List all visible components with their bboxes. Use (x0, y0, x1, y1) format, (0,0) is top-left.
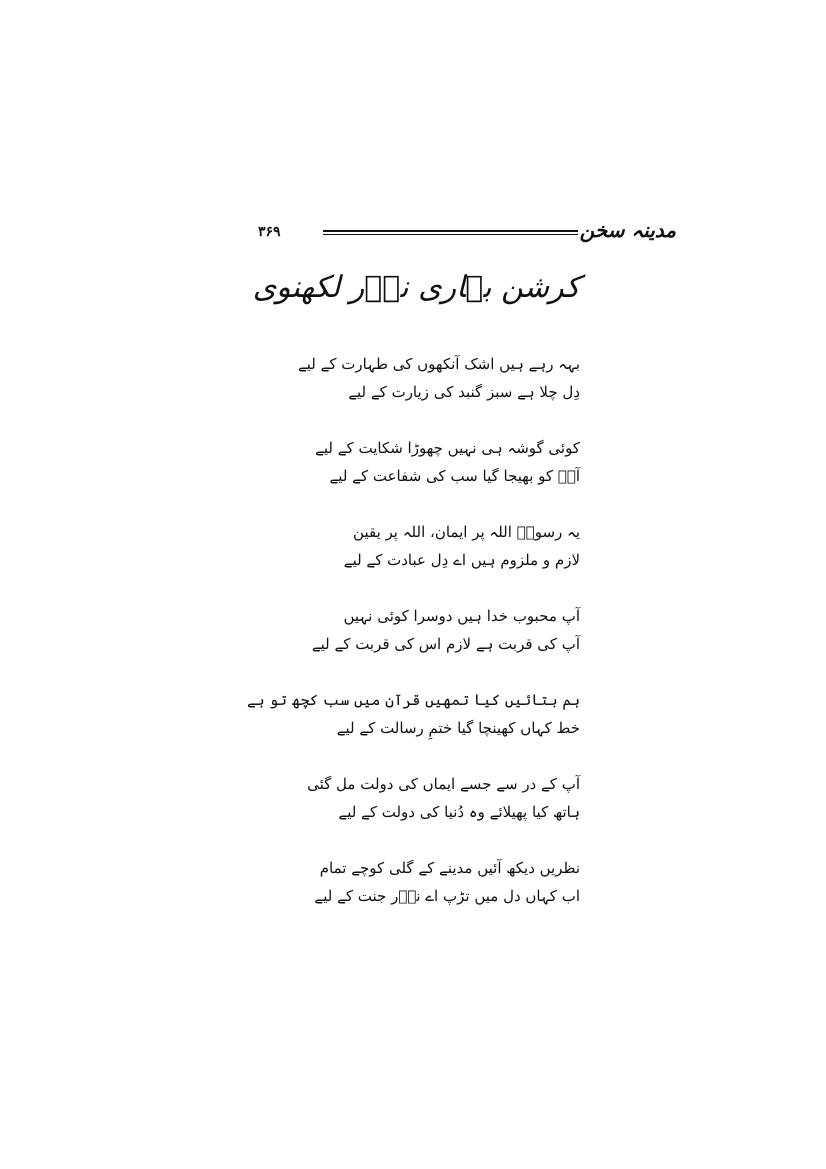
couplet (247, 686, 580, 742)
couplet (315, 434, 580, 490)
verse-line: آپؐ کو بھیجا گیا سب کی شفاعت کے لیے (329, 467, 580, 485)
verse-line: لازم و ملزوم ہیں اے دِل عبادت کے لیے (343, 551, 580, 569)
verse-line: اب کہاں دل میں تڑپ اے نوؔر جنت کے لیے (314, 887, 580, 905)
couplet (307, 770, 580, 826)
verse-line: بہہ رہے ہیں اشک آنکھوں کی طہارت کے لیے (297, 355, 580, 373)
verse-line: کوئی گوشہ ہی نہیں چھوڑا شکایت کے لیے (315, 439, 580, 457)
couplet (311, 602, 580, 658)
verse-line: یہ رسولؐ اللہ پر ایمان، اللہ پر یقین (353, 523, 580, 541)
poet-name-heading: کرشن بہاری نوؔر لکھنوی (252, 270, 580, 305)
poem-body (247, 350, 580, 938)
couplet (343, 518, 580, 574)
verse-line: ہاتھ کیا پھیلائے وہ دُنیا کی دولت کے لیے (338, 803, 580, 821)
verse-line: آپ محبوب خدا ہیں دوسرا کوئی نہیں (343, 607, 580, 625)
verse-line: آپ کے در سے جسے ایماں کی دولت مل گئی (307, 775, 580, 793)
verse-line: دِل چلا ہے سبز گنبد کی زیارت کے لیے (348, 383, 580, 401)
verse-line: آپ کی قربت ہے لازم اس کی قربت کے لیے (311, 635, 580, 653)
verse-line: خط کہاں کھینچا گیا ختمِ رسالت کے لیے (336, 719, 580, 737)
verse-line: ہم بتائیں کیا تمھیں قرآن میں سب کچھ تو ہے (247, 691, 580, 709)
couplet (314, 854, 580, 910)
header-rule (323, 230, 578, 236)
couplet (297, 350, 580, 406)
verse-line: نظریں دیکھ آئیں مدینے کے گلی کوچے تمام (319, 859, 580, 877)
header-rule-thin (323, 234, 578, 235)
book-title: مدینہ سخن (579, 218, 676, 242)
page-number: ۳۶۹ (258, 224, 281, 240)
header-rule-thick (323, 230, 578, 232)
